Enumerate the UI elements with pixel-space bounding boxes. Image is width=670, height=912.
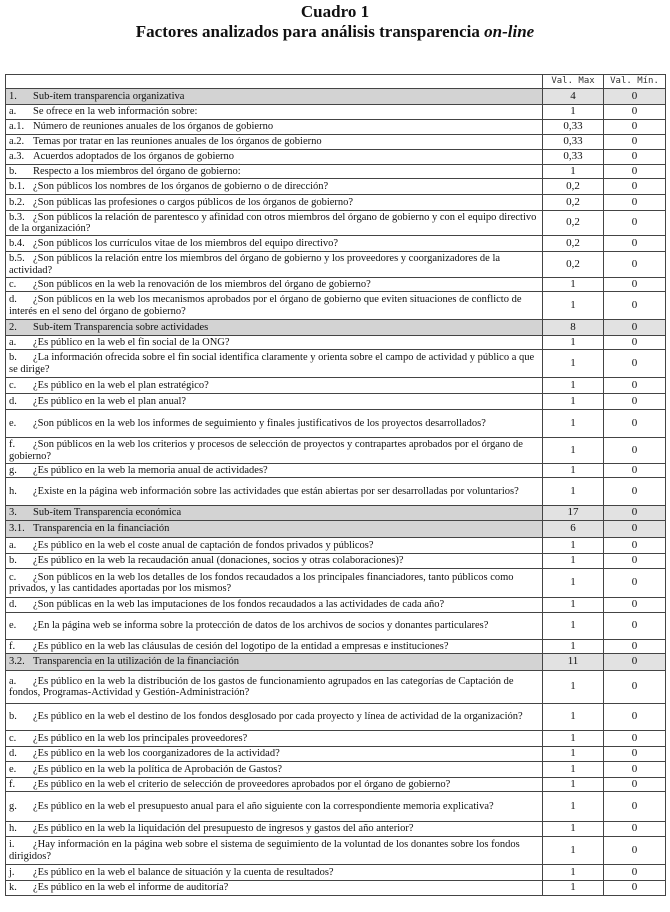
min-value: 0 <box>604 120 666 135</box>
factor-label: k. <box>9 882 17 894</box>
factor-label: 3.1. <box>9 523 25 535</box>
min-value: 0 <box>604 195 666 211</box>
factor-cell <box>6 292 543 320</box>
factor-label: b. <box>9 165 17 177</box>
table-row <box>6 135 666 150</box>
min-value: 0 <box>604 598 666 613</box>
factor-label: b. <box>9 352 17 364</box>
factor-label: f. <box>9 439 16 451</box>
table-row <box>6 731 666 747</box>
max-value: 6 <box>543 521 604 538</box>
factor-cell <box>6 778 543 792</box>
factor-label: a. <box>9 336 17 348</box>
min-value: 0 <box>604 731 666 747</box>
factor-cell <box>6 211 543 236</box>
table-row <box>6 865 666 881</box>
factor-label: c. <box>9 278 17 290</box>
min-value: 0 <box>604 747 666 762</box>
factor-cell <box>6 613 543 640</box>
min-value: 0 <box>604 378 666 394</box>
min-value: 0 <box>604 822 666 837</box>
factor-label: a. <box>9 106 17 118</box>
factor-label: d. <box>9 395 17 407</box>
min-value: 0 <box>604 506 666 521</box>
table-row <box>6 613 666 640</box>
factor-cell <box>6 120 543 135</box>
factor-label: b. <box>9 555 17 567</box>
factor-text: ¿Es público en la web el presupuesto anual para el año siguiente con la correspondiente memoria explicativa? <box>33 800 494 812</box>
table-title-italic: on-line <box>484 22 535 41</box>
max-value: 1 <box>543 613 604 640</box>
factor-cell <box>6 150 543 165</box>
max-value: 1 <box>543 731 604 747</box>
table-row <box>6 478 666 506</box>
header-min: Val. Mín. <box>604 75 666 89</box>
factor-cell <box>6 521 543 538</box>
table-row <box>6 336 666 350</box>
max-value: 1 <box>543 464 604 478</box>
min-value: 0 <box>604 640 666 654</box>
factor-label: e. <box>9 417 17 429</box>
factor-text: ¿Son públicos en la web los detalles de los fondos recaudados a los principales financiadores, tanto públicos como privados, y las cantidades aportadas por los mismos? <box>9 571 514 594</box>
factor-text: ¿Es público en la web la política de Aprobación de Gastos? <box>33 763 283 775</box>
factor-text: ¿Son públicas las profesiones o cargos públicos de los órganos de gobierno? <box>33 196 354 208</box>
table-row <box>6 278 666 292</box>
factor-text: ¿La información ofrecida sobre el fin social identifica claramente y orienta sobre el campo de actividad y público a que se dirige? <box>9 352 535 375</box>
header-max: Val. Max <box>543 75 604 89</box>
max-value: 1 <box>543 865 604 881</box>
factor-label: a.3. <box>9 151 25 163</box>
min-value: 0 <box>604 613 666 640</box>
max-value: 0,2 <box>543 179 604 195</box>
table-row <box>6 179 666 195</box>
factor-label: 1. <box>9 90 17 102</box>
factor-cell <box>6 336 543 350</box>
factor-cell <box>6 320 543 336</box>
factor-text: ¿Son públicos la relación entre los miembros del órgano de gobierno y los proveedores y coorganizadores de la actividad? <box>9 253 501 276</box>
factor-cell <box>6 89 543 105</box>
max-value: 0,2 <box>543 252 604 278</box>
factor-label: d. <box>9 748 17 760</box>
table-title-main: Factores analizados para análisis transparencia <box>135 22 480 41</box>
factor-text: ¿Es público en la web el fin social de la ONG? <box>33 336 230 348</box>
min-value: 0 <box>604 865 666 881</box>
factor-text: ¿Es público en la web el plan anual? <box>33 395 187 407</box>
factor-cell <box>6 165 543 179</box>
table-row <box>6 747 666 762</box>
factor-label: d. <box>9 599 17 611</box>
factor-text: ¿Es público en la web el informe de auditoría? <box>33 882 229 894</box>
factor-cell <box>6 195 543 211</box>
table-row <box>6 410 666 438</box>
factor-label: 2. <box>9 321 17 333</box>
min-value: 0 <box>604 464 666 478</box>
min-value: 0 <box>604 105 666 120</box>
table-row <box>6 640 666 654</box>
factor-text: Se ofrece en la web información sobre: <box>33 106 198 118</box>
max-value: 0,2 <box>543 195 604 211</box>
max-value: 1 <box>543 598 604 613</box>
min-value: 0 <box>604 521 666 538</box>
factor-text: ¿Son públicos en la web los criterios y procesos de selección de proyectos y contrapartes aprobados por el órgano de gobierno? <box>9 439 523 462</box>
factor-text: ¿Es público en la web la liquidación del presupuesto de ingresos y gastos del año anterior? <box>33 823 414 835</box>
table-row <box>6 394 666 410</box>
max-value: 1 <box>543 278 604 292</box>
max-value: 4 <box>543 89 604 105</box>
min-value: 0 <box>604 837 666 865</box>
table-row <box>6 881 666 896</box>
max-value: 1 <box>543 671 604 704</box>
factor-label: c. <box>9 732 17 744</box>
min-value: 0 <box>604 394 666 410</box>
factor-cell <box>6 252 543 278</box>
min-value: 0 <box>604 252 666 278</box>
factor-text: Temas por tratar en las reuniones anuales de los órganos de gobierno <box>33 136 322 148</box>
factor-cell <box>6 278 543 292</box>
factor-cell <box>6 881 543 896</box>
section-row <box>6 654 666 671</box>
factor-text: ¿Existe en la página web información sobre las actividades que están abiertas por ser desarrolladas por voluntarios? <box>33 485 519 497</box>
max-value: 1 <box>543 554 604 569</box>
table-row <box>6 252 666 278</box>
factor-cell <box>6 792 543 822</box>
section-row <box>6 521 666 538</box>
factor-cell <box>6 105 543 120</box>
min-value: 0 <box>604 538 666 554</box>
max-value: 1 <box>543 762 604 778</box>
min-value: 0 <box>604 336 666 350</box>
table-row <box>6 195 666 211</box>
min-value: 0 <box>604 165 666 179</box>
min-value: 0 <box>604 179 666 195</box>
table-row <box>6 837 666 865</box>
table-row <box>6 538 666 554</box>
factor-text: Transparencia en la utilización de la financiación <box>33 656 240 668</box>
factor-label: a. <box>9 539 17 551</box>
factor-cell <box>6 394 543 410</box>
factor-label: a.2. <box>9 136 25 148</box>
factor-label: 3.2. <box>9 656 25 668</box>
factor-label: 3. <box>9 507 17 519</box>
max-value: 1 <box>543 569 604 598</box>
table-row <box>6 704 666 731</box>
factor-text: Transparencia en la financiación <box>33 523 170 535</box>
factor-text: ¿Son públicos en la web los mecanismos aprobados por el órgano de gobierno que eviten situaciones de conflicto de interés en el seno del órgano de gobierno? <box>9 294 522 317</box>
factor-label: d. <box>9 294 17 306</box>
factor-label: b.2. <box>9 196 25 208</box>
factor-cell <box>6 762 543 778</box>
factor-cell <box>6 538 543 554</box>
factors-table <box>5 74 666 896</box>
factor-cell <box>6 822 543 837</box>
factor-text: ¿Son públicos los currículos vitae de los miembros del equipo directivo? <box>33 237 339 249</box>
factor-text: ¿Son públicos la relación de parentesco y afinidad con otros miembros del órgano de gobierno y con el equipo directivo de la organización? <box>9 211 537 234</box>
factor-label: b.4. <box>9 237 25 249</box>
factor-text: ¿En la página web se informa sobre la protección de datos de los archivos de socios y donantes particulares? <box>33 620 489 632</box>
min-value: 0 <box>604 89 666 105</box>
factor-text: ¿Son públicos en la web la renovación de los miembros del órgano de gobierno? <box>33 278 371 290</box>
max-value: 1 <box>543 822 604 837</box>
max-value: 0,33 <box>543 135 604 150</box>
min-value: 0 <box>604 671 666 704</box>
table-row <box>6 236 666 252</box>
min-value: 0 <box>604 762 666 778</box>
max-value: 1 <box>543 778 604 792</box>
factor-cell <box>6 654 543 671</box>
factor-cell <box>6 438 543 464</box>
max-value: 1 <box>543 292 604 320</box>
max-value: 1 <box>543 165 604 179</box>
section-row <box>6 320 666 336</box>
factor-text: ¿Es público en la web la memoria anual de actividades? <box>33 464 268 476</box>
table-row <box>6 792 666 822</box>
max-value: 0,33 <box>543 120 604 135</box>
factor-cell <box>6 865 543 881</box>
max-value: 1 <box>543 438 604 464</box>
table-row <box>6 378 666 394</box>
min-value: 0 <box>604 478 666 506</box>
table-caption: Cuadro 1 <box>300 2 370 21</box>
factor-cell <box>6 837 543 865</box>
factor-text: ¿Es público en la web la recaudación anual (donaciones, socios y otras colaboraciones)? <box>33 555 404 567</box>
factor-cell <box>6 350 543 378</box>
table-body <box>6 89 666 896</box>
factor-cell <box>6 179 543 195</box>
table-row <box>6 762 666 778</box>
min-value: 0 <box>604 292 666 320</box>
max-value: 1 <box>543 837 604 865</box>
factor-cell <box>6 640 543 654</box>
max-value: 0,2 <box>543 211 604 236</box>
min-value: 0 <box>604 778 666 792</box>
factor-text: Número de reuniones anuales de los órganos de gobierno <box>33 121 274 133</box>
max-value: 1 <box>543 336 604 350</box>
factor-text: Sub-ítem Transparencia sobre actividades <box>33 321 209 333</box>
min-value: 0 <box>604 881 666 896</box>
table-title <box>0 22 670 42</box>
max-value: 8 <box>543 320 604 336</box>
factor-text: ¿Son públicos en la web los informes de seguimiento y finales justificativos de los proyectos desarrollados? <box>33 417 486 429</box>
max-value: 1 <box>543 394 604 410</box>
factor-text: ¿Es público en la web el plan estratégico? <box>33 379 209 391</box>
min-value: 0 <box>604 320 666 336</box>
factor-label: f. <box>9 640 16 652</box>
factor-label: h. <box>9 823 17 835</box>
table-row <box>6 464 666 478</box>
min-value: 0 <box>604 569 666 598</box>
min-value: 0 <box>604 438 666 464</box>
factor-label: b. <box>9 711 17 723</box>
max-value: 1 <box>543 378 604 394</box>
table-row <box>6 598 666 613</box>
factor-text: Acuerdos adoptados de los órganos de gobierno <box>33 151 235 163</box>
factor-text: ¿Es público en la web los coorganizadores de la actividad? <box>33 748 280 760</box>
max-value: 1 <box>543 792 604 822</box>
factor-label: b.5. <box>9 253 25 265</box>
factor-text: Sub-ítem transparencia organizativa <box>33 90 185 102</box>
factor-label: f. <box>9 778 16 790</box>
factor-cell <box>6 464 543 478</box>
max-value: 1 <box>543 538 604 554</box>
max-value: 0,33 <box>543 150 604 165</box>
factor-cell <box>6 236 543 252</box>
factor-cell <box>6 554 543 569</box>
table-row <box>6 165 666 179</box>
min-value: 0 <box>604 236 666 252</box>
min-value: 0 <box>604 150 666 165</box>
min-value: 0 <box>604 554 666 569</box>
table-row <box>6 778 666 792</box>
factor-text: ¿Es público en la web los principales proveedores? <box>33 732 248 744</box>
table-row <box>6 569 666 598</box>
factor-cell <box>6 410 543 438</box>
factor-label: a. <box>9 675 17 687</box>
table-row <box>6 150 666 165</box>
max-value: 1 <box>543 747 604 762</box>
table-header-row <box>6 75 666 89</box>
factor-label: g. <box>9 464 17 476</box>
max-value: 1 <box>543 410 604 438</box>
table-row <box>6 350 666 378</box>
max-value: 1 <box>543 881 604 896</box>
factor-label: a.1. <box>9 121 25 133</box>
factor-cell <box>6 704 543 731</box>
factor-text: ¿Es público en la web la distribución de los gastos de funcionamiento agrupados en las categorías de Captación de fondos, Programas-Actividad y Gestión-Administración? <box>9 675 514 698</box>
factor-text: ¿Es público en la web el coste anual de captación de fondos privados y públicos? <box>33 539 374 551</box>
factor-text: ¿Es público en la web el destino de los fondos desglosado por cada proyecto y línea de actividad de la organización? <box>33 711 523 723</box>
min-value: 0 <box>604 704 666 731</box>
table-row <box>6 211 666 236</box>
min-value: 0 <box>604 410 666 438</box>
min-value: 0 <box>604 654 666 671</box>
factor-text: ¿Son públicos los nombres de los órganos de gobierno o de dirección? <box>33 180 329 192</box>
factor-cell <box>6 135 543 150</box>
max-value: 1 <box>543 640 604 654</box>
factor-text: ¿Son públicas en la web las imputaciones de los fondos recaudados a las actividades de cada año? <box>33 599 445 611</box>
table-row <box>6 671 666 704</box>
table-row <box>6 438 666 464</box>
max-value: 1 <box>543 105 604 120</box>
table-row <box>6 292 666 320</box>
header-blank <box>6 75 543 89</box>
factor-cell <box>6 747 543 762</box>
max-value: 1 <box>543 478 604 506</box>
factor-cell <box>6 506 543 521</box>
max-value: 1 <box>543 350 604 378</box>
factor-label: e. <box>9 763 17 775</box>
factor-text: ¿Es público en la web el criterio de selección de proveedores aprobados por el órgano de gobierno? <box>33 778 451 790</box>
max-value: 1 <box>543 704 604 731</box>
factor-text: ¿Es público en la web el balance de situación y la cuenta de resultados? <box>33 866 334 878</box>
factor-cell <box>6 731 543 747</box>
min-value: 0 <box>604 792 666 822</box>
min-value: 0 <box>604 350 666 378</box>
factor-label: b.3. <box>9 211 25 223</box>
max-value: 11 <box>543 654 604 671</box>
factor-label: i. <box>9 839 15 851</box>
table-row <box>6 105 666 120</box>
factor-text: ¿Hay información en la página web sobre el sistema de seguimiento de la voluntad de los donantes sobre los fondos dirigidos? <box>9 839 520 862</box>
factor-label: b.1. <box>9 180 25 192</box>
factor-cell <box>6 478 543 506</box>
factor-text: Respecto a los miembros del órgano de gobierno: <box>33 165 241 177</box>
factor-cell <box>6 671 543 704</box>
section-row <box>6 89 666 105</box>
max-value: 0,2 <box>543 236 604 252</box>
max-value: 17 <box>543 506 604 521</box>
factor-label: c. <box>9 379 17 391</box>
factor-text: ¿Es público en la web las cláusulas de cesión del logotipo de la entidad a empresas e instituciones? <box>33 640 449 652</box>
table-row <box>6 120 666 135</box>
section-row <box>6 506 666 521</box>
factor-label: e. <box>9 620 17 632</box>
factor-cell <box>6 598 543 613</box>
min-value: 0 <box>604 135 666 150</box>
factor-cell <box>6 378 543 394</box>
factor-label: j. <box>9 866 15 878</box>
min-value: 0 <box>604 211 666 236</box>
factor-label: c. <box>9 571 17 583</box>
factor-text: Sub-ítem Transparencia económica <box>33 507 182 519</box>
table-row <box>6 822 666 837</box>
factor-cell <box>6 569 543 598</box>
table-row <box>6 554 666 569</box>
factor-label: g. <box>9 800 17 812</box>
min-value: 0 <box>604 278 666 292</box>
factor-label: h. <box>9 485 17 497</box>
